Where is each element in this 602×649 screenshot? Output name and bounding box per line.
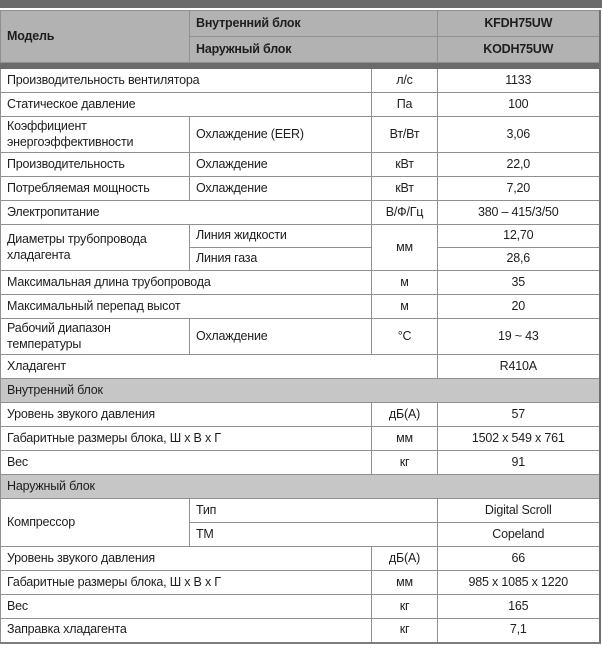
spec-label: Производительность [1, 153, 190, 177]
spec-row-capacity [1, 153, 600, 177]
spec-row-max-height [1, 295, 600, 319]
spec-label: Диаметры трубопровода хладагента [1, 225, 190, 271]
section-title: Наружный блок [1, 475, 600, 499]
spec-value: 91 [438, 451, 600, 475]
spec-label: Хладагент [1, 355, 438, 379]
spec-value: Copeland [438, 523, 600, 547]
top-accent-bar [0, 0, 602, 8]
spec-unit: м [372, 295, 438, 319]
spec-row-indoor-sound [1, 403, 600, 427]
spec-label: Рабочий диапазон температуры [1, 319, 190, 355]
spec-mode: Охлаждение [190, 319, 372, 355]
spec-mode: Линия газа [190, 248, 372, 271]
spec-value: Digital Scroll [438, 499, 600, 523]
spec-value: 20 [438, 295, 600, 319]
spec-label: Вес [1, 451, 372, 475]
spec-label: Уровень звукого давления [1, 547, 372, 571]
spec-value: 19 ~ 43 [438, 319, 600, 355]
section-header-indoor [1, 379, 600, 403]
spec-value: 28,6 [438, 248, 600, 271]
spec-label: Максимальный перепад высот [1, 295, 372, 319]
spec-row-max-length [1, 271, 600, 295]
spec-label: Уровень звукого давления [1, 403, 372, 427]
spec-row-fan [1, 69, 600, 93]
spec-value: 22,0 [438, 153, 600, 177]
spec-unit: Вт/Вт [372, 117, 438, 153]
spec-unit: кВт [372, 153, 438, 177]
spec-value: 66 [438, 547, 600, 571]
spec-label: Габаритные размеры блока, Ш х В х Г [1, 427, 372, 451]
model-header-cell: Модель [1, 11, 190, 63]
spec-value: 1502 х 549 х 761 [438, 427, 600, 451]
spec-value: 7,20 [438, 177, 600, 201]
indoor-model-cell: KFDH75UW [438, 11, 600, 37]
spec-mode: Охлаждение [190, 153, 372, 177]
spec-label: Вес [1, 595, 372, 619]
spec-row-outdoor-weight [1, 595, 600, 619]
outdoor-model-cell: KODH75UW [438, 37, 600, 63]
spec-row-static-pressure [1, 93, 600, 117]
spec-row-eer [1, 117, 600, 153]
spec-value: 380 – 415/3/50 [438, 201, 600, 225]
specification-table [0, 10, 601, 644]
spec-value: 165 [438, 595, 600, 619]
section-header-outdoor [1, 475, 600, 499]
spec-value: 12,70 [438, 225, 600, 248]
spec-unit: кг [372, 619, 438, 643]
spec-value: R410A [438, 355, 600, 379]
spec-mode: ТМ [190, 523, 438, 547]
indoor-block-cell: Внутренний блок [190, 11, 438, 37]
spec-label: Коэффициент энергоэффективности [1, 117, 190, 153]
spec-label: Компрессор [1, 499, 190, 547]
spec-unit: мм [372, 427, 438, 451]
spec-unit: дБ(А) [372, 547, 438, 571]
spec-row-compressor-type [1, 499, 600, 523]
spec-unit: дБ(А) [372, 403, 438, 427]
spec-value: 35 [438, 271, 600, 295]
spec-label: Статическое давление [1, 93, 372, 117]
spec-row-refrigerant-charge [1, 619, 600, 643]
spec-label: Электропитание [1, 201, 372, 225]
spec-unit: м [372, 271, 438, 295]
spec-value: 7,1 [438, 619, 600, 643]
spec-label: Производительность вентилятора [1, 69, 372, 93]
spec-value: 985 х 1085 х 1220 [438, 571, 600, 595]
section-title: Внутренний блок [1, 379, 600, 403]
spec-unit: л/с [372, 69, 438, 93]
spec-value: 57 [438, 403, 600, 427]
spec-label: Максимальная длина трубопровода [1, 271, 372, 295]
spec-label: Потребляемая мощность [1, 177, 190, 201]
spec-unit: Па [372, 93, 438, 117]
spec-mode: Линия жидкости [190, 225, 372, 248]
spec-row-indoor-dimensions [1, 427, 600, 451]
spec-row-pipe-liquid [1, 225, 600, 248]
spec-unit: мм [372, 225, 438, 271]
spec-row-outdoor-sound [1, 547, 600, 571]
spec-row-indoor-weight [1, 451, 600, 475]
spec-mode: Охлаждение [190, 177, 372, 201]
spec-row-refrigerant [1, 355, 600, 379]
outdoor-block-cell: Наружный блок [190, 37, 438, 63]
spec-label: Габаритные размеры блока, Ш х В х Г [1, 571, 372, 595]
spec-unit: кг [372, 595, 438, 619]
header-row-indoor [1, 11, 600, 37]
spec-value: 3,06 [438, 117, 600, 153]
spec-row-outdoor-dimensions [1, 571, 600, 595]
spec-unit: мм [372, 571, 438, 595]
spec-mode: Охлаждение (EER) [190, 117, 372, 153]
spec-row-power-supply [1, 201, 600, 225]
spec-unit: кг [372, 451, 438, 475]
spec-row-temp-range [1, 319, 600, 355]
spec-value: 1133 [438, 69, 600, 93]
spec-unit: °C [372, 319, 438, 355]
spec-row-power-input [1, 177, 600, 201]
spec-label: Заправка хладагента [1, 619, 372, 643]
spec-unit: В/Ф/Гц [372, 201, 438, 225]
spec-mode: Тип [190, 499, 438, 523]
spec-value: 100 [438, 93, 600, 117]
spec-unit: кВт [372, 177, 438, 201]
